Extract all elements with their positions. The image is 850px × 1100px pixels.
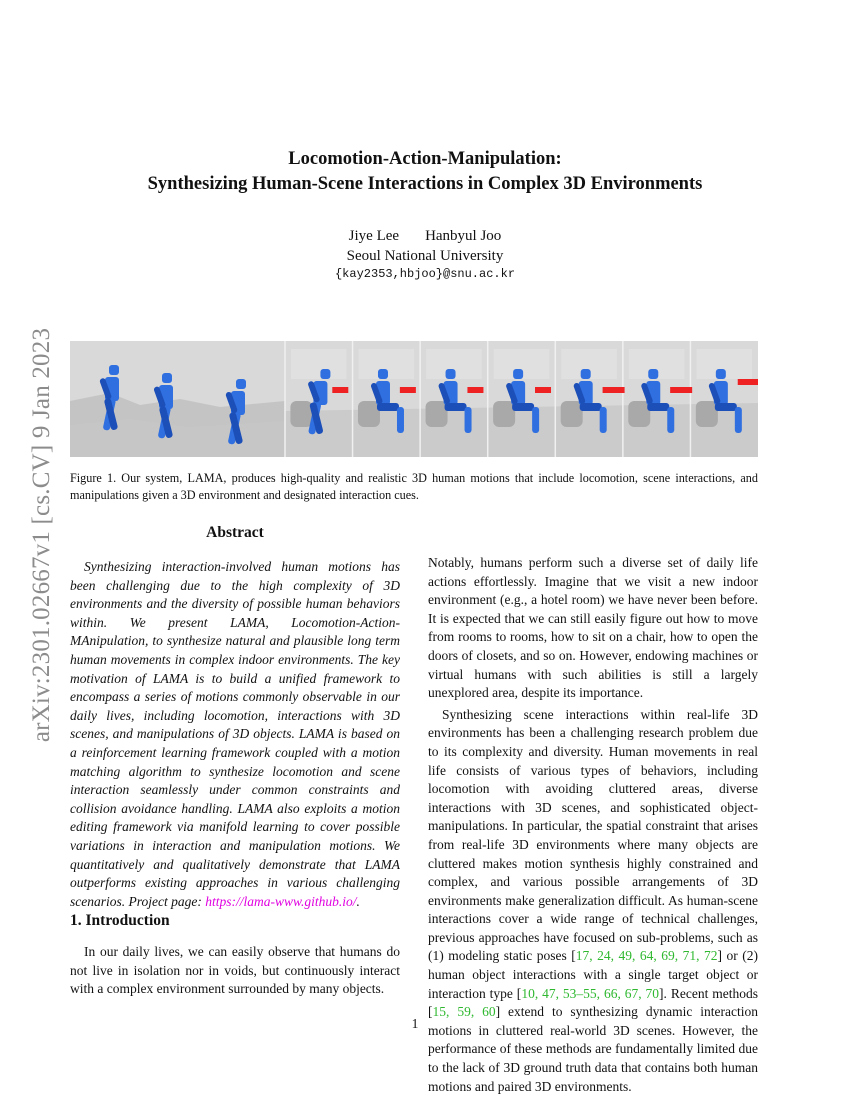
introduction-heading: 1. Introduction: [70, 912, 170, 929]
character-shin: [465, 407, 472, 433]
page-number: 1: [411, 1016, 419, 1031]
paper-title: [95, 147, 755, 197]
figure-caption: Figure 1. Our system, LAMA, produces high-quality and realistic 3D human motions that include locomotion, scene interactions, and manipulations given a 3D environment and designated interaction cues.: [70, 471, 758, 502]
teaser-figure: [70, 341, 758, 457]
interaction-cue: [603, 387, 625, 393]
character-shin: [735, 407, 742, 433]
character-head: [378, 369, 388, 379]
abstract-heading: Abstract: [206, 524, 264, 541]
intro-paragraph-1: In our daily lives, we can easily observe that humans do not live in isolation nor in voids, but continuously interact with a complex environment surrounded by many objects.: [70, 944, 400, 997]
interaction-cue: [670, 387, 692, 393]
chair: [426, 401, 448, 427]
intro-p3-part-c: ]. Recent methods [: [428, 985, 758, 1020]
intro-p3-part-a: Synthesizing scene interactions within real-life 3D environments has been a challenging research problem due to its complexity and diversity. Human movements in real life consists of various types of behaviors, including locomotion with avoiding cluttered areas, diverse interactions with 3D scenes, and sophisticated object-manipulations. In particular, the spatial constraint that arises from real-life 3D environments where many objects are cluttered makes motion synthesis highly constrained and complex, and various possible arrangements of 3D environments make generalization difficult. As human-scene interactions cover a wide range of technical challenges, previous approaches have focused on sub-problems, such as (1) modeling static poses [: [428, 706, 758, 964]
interaction-cue: [467, 387, 483, 393]
arxiv-stamp-text: arXiv:2301.02667v1 [cs.CV] 9 Jan 2023: [28, 327, 56, 743]
interaction-cue: [738, 379, 758, 385]
citation-group-1[interactable]: 17, 24, 49, 64, 69, 71, 72: [575, 948, 718, 964]
introduction-left-column: [70, 943, 400, 999]
character-shin: [600, 407, 607, 433]
citation-group-2[interactable]: 10, 47, 53–55, 66, 67, 70: [521, 985, 660, 1001]
interaction-cue: [400, 387, 416, 393]
character-head: [581, 369, 591, 379]
character-head: [109, 365, 119, 375]
character-shin: [667, 407, 674, 433]
interaction-cue: [535, 387, 551, 393]
project-page-link[interactable]: https://lama-www.github.io/: [205, 893, 357, 909]
character-head: [446, 369, 456, 379]
interaction-cue: [332, 387, 348, 393]
character-head: [648, 369, 658, 379]
character-head: [716, 369, 726, 379]
author-2: Hanbyul Joo: [425, 228, 502, 244]
affiliation: Seoul National University: [346, 248, 504, 264]
citation-group-3[interactable]: 15, 59, 60: [432, 1004, 496, 1020]
arxiv-stamp: [28, 300, 56, 770]
intro-p3-part-b: ] or (2) human object interactions with a single target object or interaction type [: [428, 948, 758, 1001]
character-thigh: [512, 403, 534, 411]
author-list: [95, 226, 755, 246]
character-head: [320, 369, 330, 379]
character-head: [513, 369, 523, 379]
character-shin: [532, 407, 539, 433]
character-thigh: [647, 403, 669, 411]
chair: [358, 401, 380, 427]
author-email: {kay2353,hbjoo}@snu.ac.kr: [334, 267, 516, 281]
title-line-2: Synthesizing Human-Scene Interactions in Complex 3D Environments: [147, 174, 703, 194]
abstract-body: [70, 558, 400, 911]
intro-p3-part-d: ] extend to synthesizing dynamic interaction motions in cluttered real-world 3D scenes. However, the performance of these methods are fundamentally limited due to the lack of 3D ground truth data that contains both human motions and paired 3D environments.: [428, 1004, 758, 1094]
chair: [628, 401, 650, 427]
character-thigh: [580, 403, 602, 411]
character-shin: [397, 407, 404, 433]
introduction-right-column: [428, 554, 758, 1096]
chair: [493, 401, 515, 427]
intro-paragraph-3: [428, 706, 758, 1096]
intro-paragraph-2: Notably, humans perform such a diverse set of daily life actions effortlessly. Imagine that we visit a new indoor environment (e.g., a hotel room) we have never been before. It is expected that we can still easily figure out how to move from rooms to rooms, how to sit on a chair, how to open the doors of closets, and so on. However, endowing machines or virtual humans with such abilities is still a largely unexplored area, despite its importance.: [428, 555, 758, 701]
chair: [696, 401, 718, 427]
teaser-illustration: [70, 341, 758, 457]
abstract-link-suffix: .: [356, 893, 360, 909]
character-head: [236, 379, 246, 389]
frame-wall: [291, 349, 347, 379]
chair: [561, 401, 583, 427]
character-thigh: [377, 403, 399, 411]
character-thigh: [715, 403, 737, 411]
abstract-text: Synthesizing interaction-involved human motions has been challenging due to the high complexity of 3D environments and the diversity of possible human behaviors within. We present LAMA, Locomotion-Action-MAnipulation, to synthesize natural and plausible long term human movements in complex indoor environments. The key motivation of LAMA is to build a unified framework to encompass a series of motions commonly observable in our daily lives, including locomotion, interactions with 3D scenes, and manipulations of 3D objects. LAMA is based on a reinforcement learning framework coupled with a motion matching algorithm to synthesize locomotion and scene interaction seamlessly under common constraints and collision avoidance handling. LAMA also exploits a motion editing framework via manifold learning to cover possible variations in interaction and manipulation motions. We quantitatively and qualitatively demonstrate that LAMA outperforms existing approaches in various challenging scenarios. Project page:: [70, 559, 400, 909]
character-head: [162, 373, 172, 383]
author-1: Jiye Lee: [348, 228, 400, 244]
scene-floor-right: [285, 403, 758, 457]
chair: [290, 401, 312, 427]
title-line-1: Locomotion-Action-Manipulation:: [288, 149, 562, 169]
character-thigh: [445, 403, 467, 411]
